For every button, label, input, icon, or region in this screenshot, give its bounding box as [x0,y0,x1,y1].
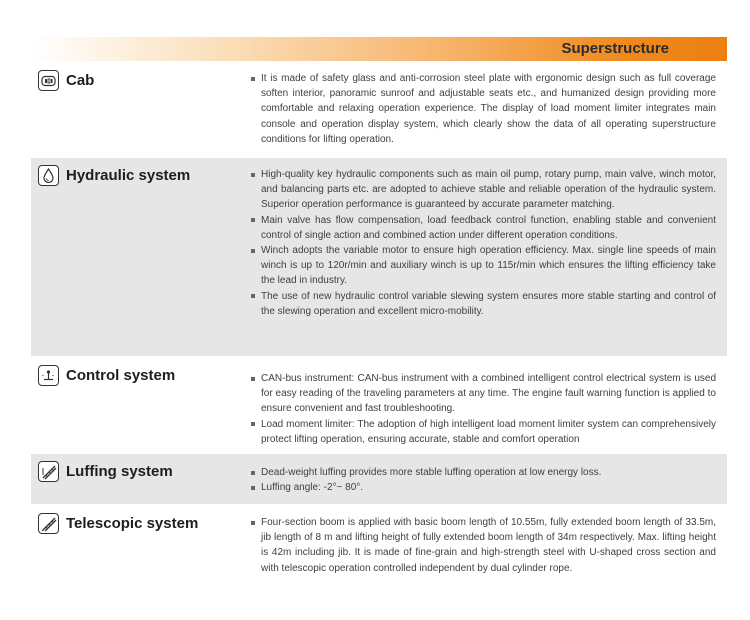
section-luffing-heading [38,461,173,482]
list-item: CAN-bus instrument: CAN-bus instrument with a combined intelligent control electrical system is used for easy reading of the traveling parameters at any time. The engine fault warning function is applied to ensure convenient and fast troubleshooting. [250,371,716,417]
section-control-heading [38,365,175,386]
section-title: Hydraulic system [66,166,191,184]
boom-luffing-icon [38,461,59,482]
section-telescopic-heading [38,513,198,534]
section-luffing-bullets [250,465,716,495]
section-title: Control system [66,366,176,384]
cab-display-icon [38,70,59,91]
section-title: Cab [66,71,95,89]
section-cab [31,63,727,156]
list-item: High-quality key hydraulic components such as main oil pump, rotary pump, main valve, winch motor, and balancing parts etc. are adopted to achieve stable and reliable operation of the hydraulic system. Superior operation performance is guaranteed by accurate parameter matching. [250,167,716,213]
section-title: Luffing system [66,462,173,480]
section-control-system [31,358,727,452]
page-title: Superstructure [561,40,669,57]
section-luffing-system [31,454,727,504]
section-control-bullets [250,371,716,447]
superstructure-header-bar [31,37,727,61]
list-item: Main valve has flow compensation, load feedback control function, enabling stable and convenient control of single action and combined action under different operation conditions. [250,213,716,243]
boom-telescopic-icon [38,513,59,534]
oil-drop-icon [38,165,59,186]
list-item: It is made of safety glass and anti-corrosion steel plate with ergonomic design such as full coverage soften interior, panoramic sunroof and adjustable seats etc., and humanized design providing more comfortable and relaxing operation experience. The display of load moment limiter integrates main console and operation display system, which clearly show the data of all operating superstructure conditions for lifting operation. [250,71,716,147]
list-item: Four-section boom is applied with basic boom length of 10.55m, fully extended boom length of 33.5m, jib length of 8 m and lifting height of fully extended boom length of 34m respectively. Max. lifting height is 42m including jib. It is made of fine-grain and high-strength steel with U-shaped cross section and with telescopic operation controlled independent by dual cylinder rope. [250,515,716,576]
list-item: The use of new hydraulic control variable slewing system ensures more stable starting and control of the slewing operation and excellent micro-mobility. [250,289,716,319]
section-title: Telescopic system [66,514,199,532]
list-item: Winch adopts the variable motor to ensure high operation efficiency. Max. single line speeds of main winch is up to 120r/min and auxiliary winch is up to 115r/min which ensures the lifting efficiency take the lead in industry. [250,243,716,289]
section-hydraulic-heading [38,165,190,186]
section-hydraulic-bullets [250,167,716,319]
list-item: Load moment limiter: The adoption of high intelligent load moment limiter system can comprehensively protect lifting operation, ensuring accurate, stable and comfort operation [250,417,716,447]
section-cab-bullets [250,71,716,147]
section-hydraulic-system [31,158,727,356]
list-item: Dead-weight luffing provides more stable luffing operation at low energy loss. [250,465,716,480]
section-telescopic-bullets [250,515,716,576]
list-item: Luffing angle: -2°~ 80°. [250,480,716,495]
section-cab-heading [38,70,94,91]
joystick-icon [38,365,59,386]
section-telescopic-system [31,506,727,598]
